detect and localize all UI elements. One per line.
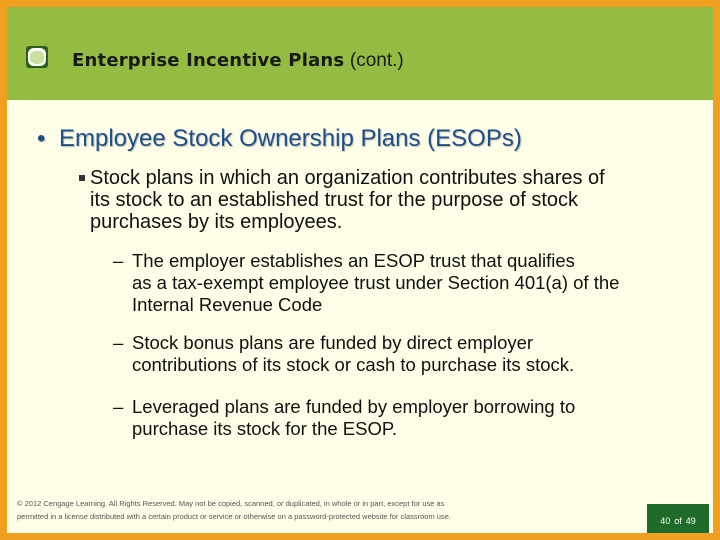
sub-bullet-1-line1: The employer establishes an ESOP trust that qualifies — [132, 250, 575, 271]
slide-title-bold: Enterprise Incentive Plans — [72, 50, 345, 71]
sub-bullet-1-rest: as a tax-exempt employee trust under Section 401(a) of the Internal Revenue Code — [132, 272, 620, 315]
bullet-level2: Stock plans in which an organization contributes shares of its stock to an established trust for the purpose of stock purchases by its employees. — [90, 167, 605, 233]
slide-title — [72, 49, 404, 72]
bullet-dot-icon: • — [37, 125, 46, 152]
sub-bullet-2-rest: contributions of its stock or cash to purchase its stock. — [132, 354, 575, 375]
page-number-badge — [647, 504, 709, 533]
dash-icon: – — [113, 396, 124, 417]
bullet-level1 — [37, 125, 522, 153]
dash-icon: – — [113, 332, 124, 353]
sub-bullet-1 — [113, 250, 703, 316]
dash-icon: – — [113, 250, 124, 271]
page-total: 49 — [685, 516, 696, 526]
sub-bullet-3-rest: purchase its stock for the ESOP. — [132, 418, 397, 439]
sub-bullet-3 — [113, 396, 703, 440]
copyright-line-1: © 2012 Cengage Learning. All Rights Reserved. May not be copied, scanned, or duplicated, in whole or in part, except for use as — [17, 499, 445, 508]
rounded-square-icon — [25, 45, 49, 69]
copyright-footer — [17, 497, 557, 523]
copyright-line-2: permitted in a license distributed with a certain product or service or otherwise on a password-protected website for classroom use. — [17, 512, 451, 521]
sub-bullet-2 — [113, 332, 703, 376]
slide-title-suffix: (cont.) — [349, 50, 404, 71]
page-of: of — [674, 516, 682, 526]
sub-bullet-2-line1: Stock bonus plans are funded by direct employer — [132, 332, 534, 353]
slide-header — [7, 7, 713, 100]
bullet-level1-text: Employee Stock Ownership Plans (ESOPs) — [59, 125, 522, 152]
page-current: 40 — [660, 516, 671, 526]
sub-bullet-3-line1: Leveraged plans are funded by employer borrowing to — [132, 396, 576, 417]
square-bullet-icon — [79, 175, 85, 181]
slide — [7, 7, 713, 533]
